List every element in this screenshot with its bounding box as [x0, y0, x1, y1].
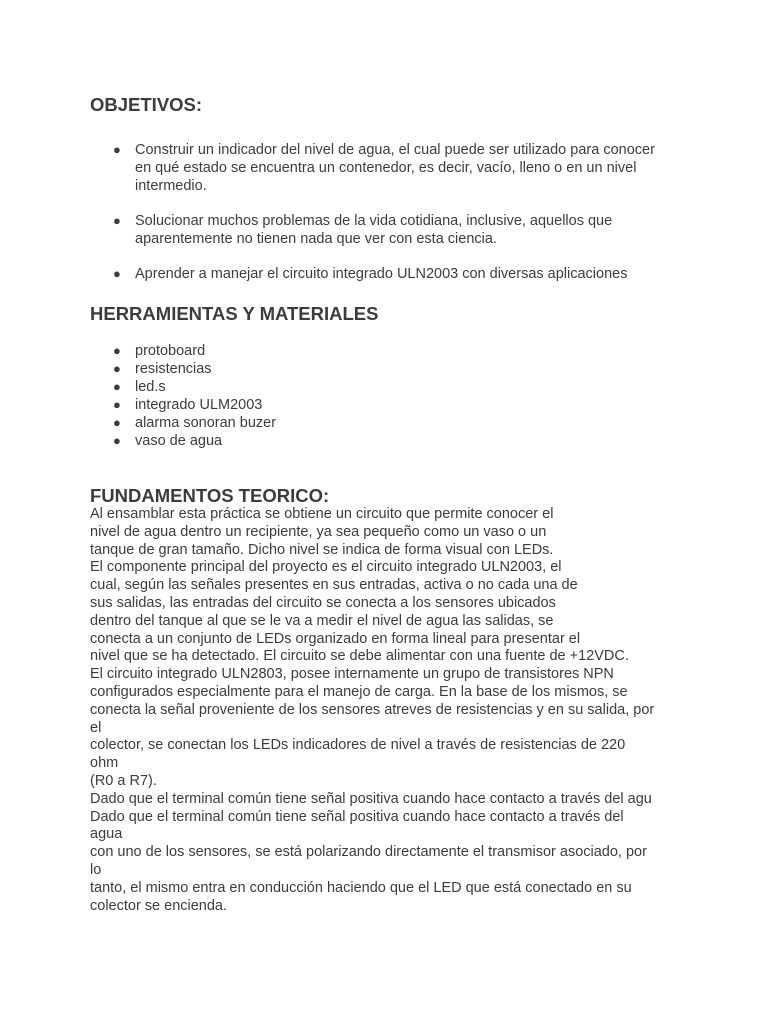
list-item-label: resistencias	[135, 361, 212, 377]
fundamentos-paragraph	[90, 506, 690, 915]
list-item	[90, 360, 690, 378]
objetivos-list	[90, 141, 690, 300]
paragraph-line: ohm	[90, 755, 119, 772]
bullet-icon: ●	[113, 213, 121, 228]
list-item-line: Aprender a manejar el circuito integrado ULN2003 con diversas aplicaciones	[135, 266, 628, 282]
list-item-label: vaso de agua	[135, 433, 223, 449]
materiales-list	[90, 342, 690, 450]
list-item-line: aparentemente no tienen nada que ver con esta ciencia.	[135, 231, 497, 247]
paragraph-line: colector se encienda.	[90, 897, 228, 914]
paragraph-line: Dado que el terminal común tiene señal positiva cuando hace contacto a través del	[90, 808, 624, 825]
paragraph-line: con uno de los sensores, se está polarizando directamente el transmisor asociado, por	[90, 844, 647, 861]
paragraph-line: configurados especialmente para el manejo de carga. En la base de los mismos, se	[90, 683, 628, 700]
bullet-icon: ●	[113, 415, 121, 430]
paragraph-line: Al ensamblar esta práctica se obtiene un circuito que permite conocer el	[90, 506, 554, 522]
bullet-icon: ●	[113, 266, 121, 281]
paragraph-line: tanto, el mismo entra en conducción haciendo que el LED que está conectado en su	[90, 879, 632, 896]
paragraph-line: Dado que el terminal común tiene señal positiva cuando hace contacto a través del agu	[90, 790, 652, 807]
bullet-icon: ●	[113, 343, 121, 358]
paragraph-line: el	[90, 719, 102, 736]
list-item-line: Construir un indicador del nivel de agua, el cual puede ser utilizado para conocer	[135, 142, 655, 158]
paragraph-line: conecta la señal proveniente de los sensores atreves de resistencias y en su salida, por	[90, 701, 655, 718]
paragraph-line: tanque de gran tamaño. Dicho nivel se indica de forma visual con LEDs.	[90, 541, 554, 558]
paragraph-line: nivel que se ha detectado. El circuito se debe alimentar con una fuente de +12VDC.	[90, 648, 629, 665]
list-item	[90, 432, 690, 450]
list-item	[90, 212, 690, 248]
paragraph-line: El componente principal del proyecto es el circuito integrado ULN2003, el	[90, 559, 562, 576]
list-item	[90, 396, 690, 414]
paragraph-line: nivel de agua dentro un recipiente, ya sea pequeño como un vaso o un	[90, 523, 547, 540]
bullet-icon: ●	[113, 361, 121, 376]
bullet-icon: ●	[113, 379, 121, 394]
list-item	[90, 342, 690, 360]
list-item-line: intermedio.	[135, 178, 207, 194]
paragraph-line: dentro del tanque al que se le va a medir el nivel de agua las salidas, se	[90, 612, 554, 629]
paragraph-line: El circuito integrado ULN2803, posee internamente un grupo de transistores NPN	[90, 666, 614, 683]
list-item	[90, 414, 690, 432]
list-item-label: alarma sonoran buzer	[135, 415, 277, 431]
paragraph-line: agua	[90, 826, 123, 843]
list-item-label: led.s	[135, 379, 166, 395]
bullet-icon: ●	[113, 397, 121, 412]
paragraph-line: conecta a un conjunto de LEDs organizado en forma lineal para presentar el	[90, 630, 581, 647]
list-item	[90, 141, 690, 195]
bullet-icon: ●	[113, 142, 121, 157]
paragraph-line: cual, según las señales presentes en sus entradas, activa o no cada una de	[90, 577, 578, 594]
list-item-label: integrado ULM2003	[135, 397, 263, 413]
list-item-label: protoboard	[135, 343, 206, 359]
list-item	[90, 265, 690, 283]
list-item-line: Solucionar muchos problemas de la vida cotidiana, inclusive, aquellos que	[135, 213, 613, 229]
fundamentos-heading: FUNDAMENTOS TEORICO:	[90, 485, 330, 506]
list-item	[90, 378, 690, 396]
objetivos-heading: OBJETIVOS:	[90, 94, 203, 115]
bullet-icon: ●	[113, 433, 121, 448]
paragraph-line: colector, se conectan los LEDs indicadores de nivel a través de resistencias de 220	[90, 737, 626, 754]
paragraph-line: lo	[90, 861, 102, 878]
list-item-line: en qué estado se encuentra un contenedor, es decir, vacío, lleno o en un nivel	[135, 160, 637, 176]
paragraph-line: (R0 a R7).	[90, 772, 157, 789]
paragraph-line: sus salidas, las entradas del circuito se conecta a los sensores ubicados	[90, 594, 556, 611]
herramientas-heading: HERRAMIENTAS Y MATERIALES	[90, 303, 379, 324]
